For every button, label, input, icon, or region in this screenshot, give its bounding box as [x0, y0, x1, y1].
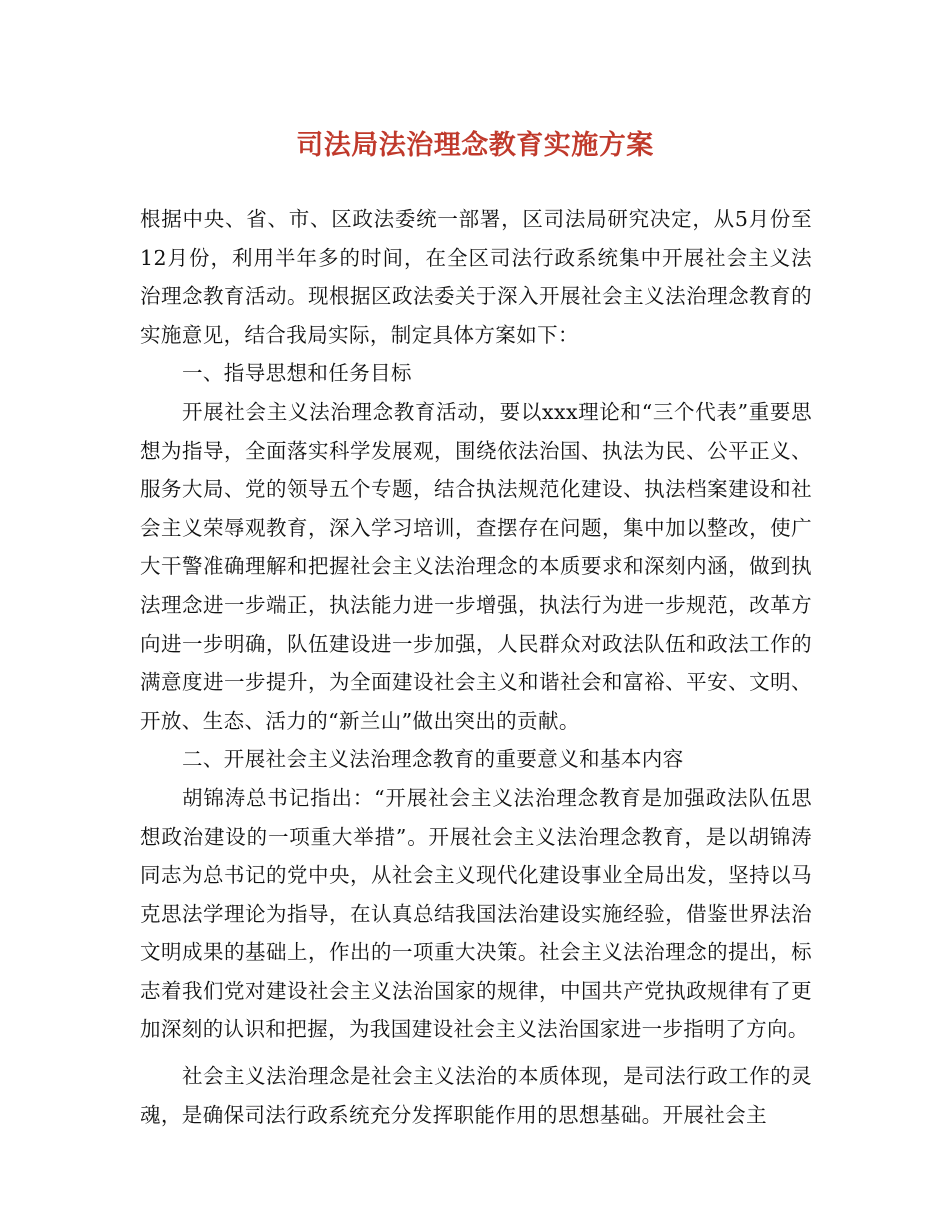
section-heading-2: 二、开展社会主义法治理念教育的重要意义和基本内容 [182, 747, 684, 772]
document-body [140, 200, 812, 1134]
section-heading-1: 一、指导思想和任务目标 [182, 361, 412, 386]
section-1-paragraph: 开展社会主义法治理念教育活动，要以xxx理论和“三个代表”重要思想为指导，全面落实科学发展观，围绕依法治国、执法为民、公平正义、服务大局、党的领导五个专题，结合执法规范化建设、执法档案建设和社会主义荣辱观教育，深入学习培训，查摆存在问题，集中加以整改，使广大干警准确理解和把握社会主义法治理念的本质要求和深刻内涵，做到执法理念进一步端正，执法能力进一步增强，执法行为进一步规范，改革方向进一步明确，队伍建设进一步加强，人民群众对政法队伍和政法工作的满意度进一步提升，为全面建设社会主义和谐社会和富裕、平安、文明、开放、生态、活力的“新兰山”做出突出的贡献。 [140, 399, 812, 733]
section-2-paragraph-2: 社会主义法治理念是社会主义法治的本质体现，是司法行政工作的灵魂，是确保司法行政系统充分发挥职能作用的思想基础。开展社会主 [140, 1064, 812, 1127]
document-title: 司法局法治理念教育实施方案 [296, 130, 654, 161]
section-2-paragraph-1: 胡锦涛总书记指出：“开展社会主义法治理念教育是加强政法队伍思想政治建设的一项重大举措”。开展社会主义法治理念教育，是以胡锦涛同志为总书记的党中央，从社会主义现代化建设事业全局出发，坚持以马克思法学理论为指导，在认真总结我国法治建设实施经验，借鉴世界法治文明成果的基础上，作出的一项重大决策。社会主义法治理念的提出，标志着我们党对建设社会主义法治国家的规律，中国共产党执政规律有了更加深刻的认识和把握，为我国建设社会主义法治国家进一步指明了方向。 [140, 785, 812, 1042]
intro-paragraph: 根据中央、省、市、区政法委统一部署，区司法局研究决定，从5月份至12月份，利用半年多的时间，在全区司法行政系统集中开展社会主义法治理念教育活动。现根据区政法委关于深入开展社会主义法治理念教育的实施意见，结合我局实际，制定具体方案如下： [140, 207, 812, 347]
